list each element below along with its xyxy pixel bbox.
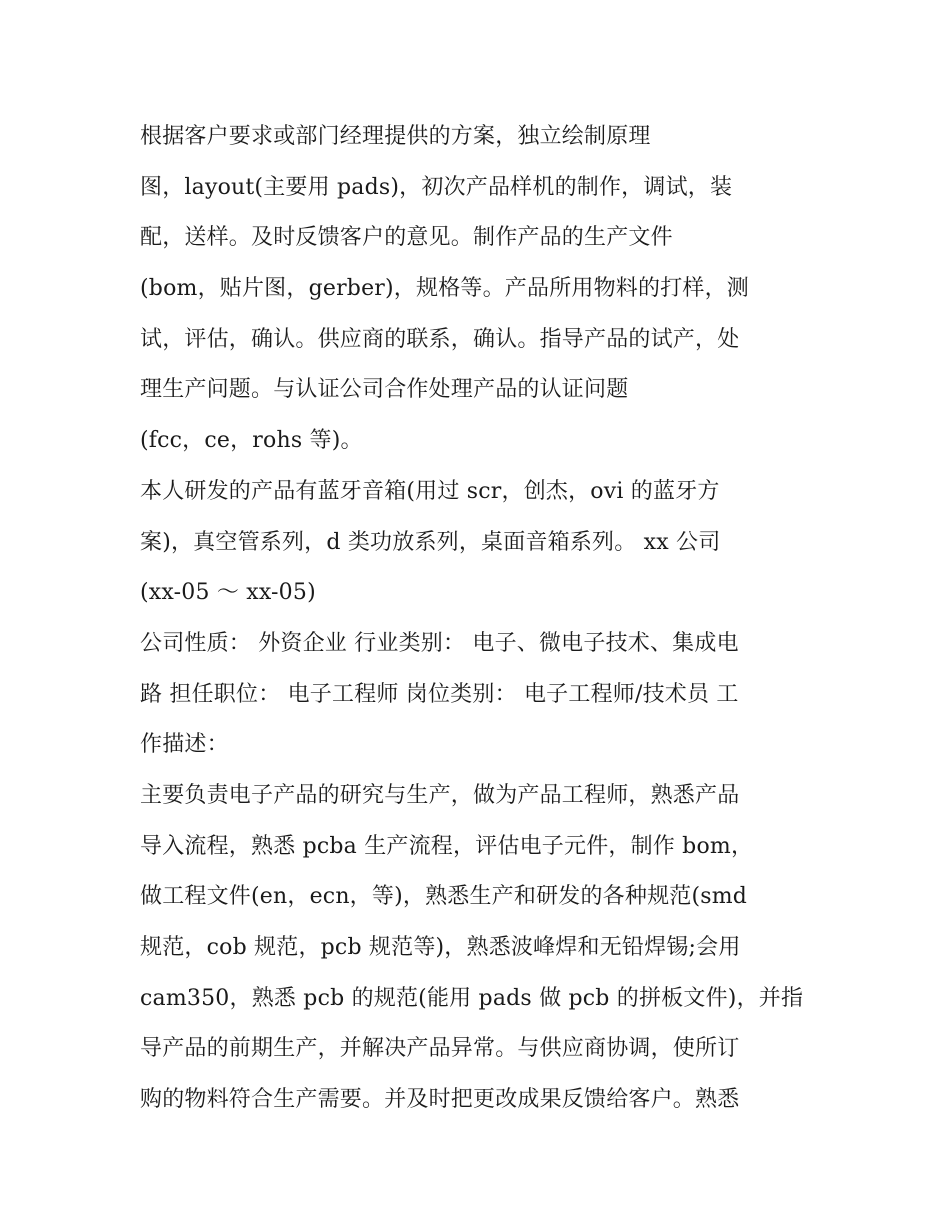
text-line-14: 主要负责电子产品的研究与生产，做为产品工程师，熟悉产品 [140,782,740,808]
text-line-1: 根据客户要求或部门经理提供的方案，独立绘制原理 [140,124,651,149]
text-line-18: cam350，熟悉 pcb 的规范(能用 pads 做 pcb 的拼板文件)，并指 [140,985,804,1011]
text-line-13: 作描述： [140,732,229,758]
document-body [140,112,830,1126]
text-line-11: 公司性质： 外资企业 行业类别： 电子、微电子技术、集成电 [140,630,739,656]
text-line-8: 本人研发的产品有蓝牙音箱(用过 scr，创杰，ovi 的蓝牙方 [140,478,720,504]
text-line-9: 案)，真空管系列，d 类功放系列，桌面音箱系列。 xx 公司 [140,529,721,555]
text-line-6: 理生产问题。与认证公司合作处理产品的认证问题 [140,377,629,403]
text-line-4: (bom，贴片图，gerber)，规格等。产品所用物料的打样，测 [140,276,749,302]
text-line-16: 做工程文件(en，ecn，等)，熟悉生产和研发的各种规范(smd [140,884,748,910]
text-line-17: 规范，cob 规范，pcb 规范等)，熟悉波峰焊和无铅焊锡;会用 [140,935,741,960]
text-line-10: (xx-05 ～ xx-05) [140,580,316,606]
text-line-20: 购的物料符合生产需要。并及时把更改成果反馈给客户。熟悉 [140,1087,740,1113]
text-line-19: 导产品的前期生产，并解决产品异常。与供应商协调，使所订 [140,1036,740,1062]
text-line-7: (fcc，ce，rohs 等)。 [140,428,363,454]
text-line-12: 路 担任职位： 电子工程师 岗位类别： 电子工程师/技术员 工 [140,681,739,707]
text-line-3: 配，送样。及时反馈客户的意见。制作产品的生产文件 [140,225,673,251]
text-line-15: 导入流程，熟悉 pcba 生产流程，评估电子元件，制作 bom， [140,833,754,859]
text-line-2: 图，layout(主要用 pads)，初次产品样机的制作，调试，装 [140,174,733,200]
text-line-5: 试，评估，确认。供应商的联系，确认。指导产品的试产，处 [140,326,740,352]
